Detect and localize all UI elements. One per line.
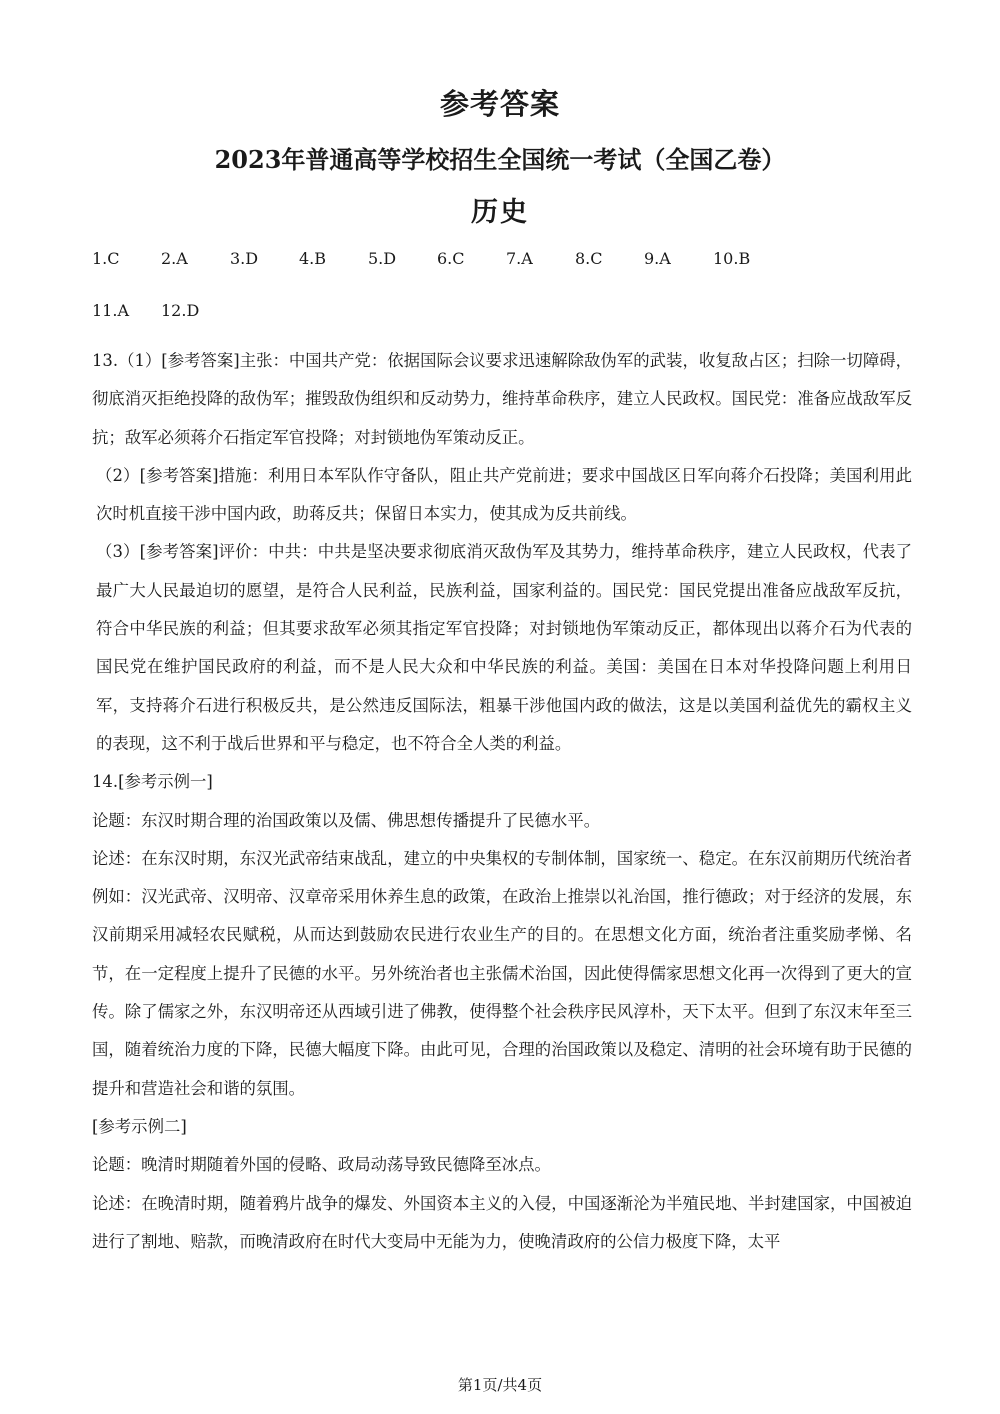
q14-example1-argument: 论述：在东汉时期，东汉光武帝结束战乱，建立的中央集权的专制体制，国家统一、稳定。在东汉前期历代统治者例如：汉光武帝、汉明帝、汉章帝采用休养生息的政策，在政治上推崇以礼治国，推行德政；对于经济的发展，东汉前期采用减轻农民赋税，从而达到鼓励农民进行农业生产的目的。在思想文化方面，统治者注重奖励孝悌、名节，在一定程度上提升了民德的水平。另外统治者也主张儒术治国，因此使得儒家思想文化再一次得到了更大的宣传。除了儒家之外，东汉明帝还从西域引进了佛教，使得整个社会秩序民风淳朴，天下太平。但到了东汉末年至三国，随着统治力度的下降，民德大幅度下降。由此可见，合理的治国政策以及稳定、清明的社会环境有助于民德的提升和营造社会和谐的氛围。 (92, 848, 912, 1098)
answer-item: 7.A (506, 249, 533, 268)
answer-item: 6.C (437, 249, 465, 268)
answer-row-1 (92, 249, 782, 273)
q13-part1: 13.（1）[参考答案]主张：中国共产党：依据国际会议要求迅速解除敌伪军的武装，收复敌占区；扫除一切障碍，彻底消灭拒绝投降的敌伪军；摧毁敌伪组织和反动势力，维持革命秩序，建立人民政权。国民党：准备应战敌军反抗；敌军必须蒋介石指定军官投降；对封锁地伪军策动反正。 (92, 351, 912, 447)
answer-item: 3.D (230, 249, 259, 268)
answer-row-2 (92, 301, 230, 325)
answer-item: 10.B (713, 249, 751, 268)
exam-title: 2023年普通高等学校招生全国统一考试（全国乙卷） (214, 145, 786, 174)
answer-item: 8.C (575, 249, 603, 268)
answer-content (92, 342, 912, 1261)
answer-item: 9.A (644, 249, 671, 268)
answer-item: 5.D (368, 249, 397, 268)
answer-item: 1.C (92, 249, 120, 268)
q14-example2-label: [参考示例二] (92, 1116, 187, 1136)
q14-example2-thesis: 论题：晚清时期随着外国的侵略、政局动荡导致民德降至冰点。 (92, 1155, 551, 1175)
answer-item: 2.A (161, 249, 188, 268)
answer-item: 11.A (92, 301, 129, 320)
answer-item: 4.B (299, 249, 327, 268)
answer-item: 12.D (161, 301, 200, 320)
q14-example2-argument: 论述：在晚清时期，随着鸦片战争的爆发、外国资本主义的入侵，中国逐渐沦为半殖民地、半封建国家，中国被迫进行了割地、赔款，而晚清政府在时代大变局中无能为力，使晚清政府的公信力极度下降，太平 (92, 1193, 912, 1251)
page-title: 参考答案 (439, 87, 560, 121)
q14-example1-label: 14.[参考示例一] (92, 772, 213, 792)
q13-part2: （2）[参考答案]措施：利用日本军队作守备队，阻止共产党前进；要求中国战区日军向蒋介石投降；美国利用此次时机直接干涉中国内政，助蒋反共；保留日本实力，使其成为反共前线。 (96, 465, 912, 524)
subject-title: 历史 (471, 197, 529, 228)
q13-part3: （3）[参考答案]评价：中共：中共是坚决要求彻底消灭敌伪军及其势力，维持革命秩序，建立人民政权，代表了最广大人民最迫切的愿望，是符合人民利益，民族利益，国家利益的。国民党：国民党提出准备应战敌军反抗，符合中华民族的利益；但其要求敌军必须其指定军官投降；对封锁地伪军策动反正，都体现出以蒋介石为代表的国民党在维护国民政府的利益，而不是人民大众和中华民族的利益。美国：美国在日本对华投降问题上利用日军，支持蒋介石进行积极反共，是公然违反国际法，粗暴干涉他国内政的做法，这是以美国利益优先的霸权主义的表现，这不利于战后世界和平与稳定，也不符合全人类的利益。 (96, 542, 912, 753)
q14-example1-thesis: 论题：东汉时期合理的治国政策以及儒、佛思想传播提升了民德水平。 (92, 810, 601, 830)
page-footer: 第1页/共4页 (457, 1376, 543, 1394)
